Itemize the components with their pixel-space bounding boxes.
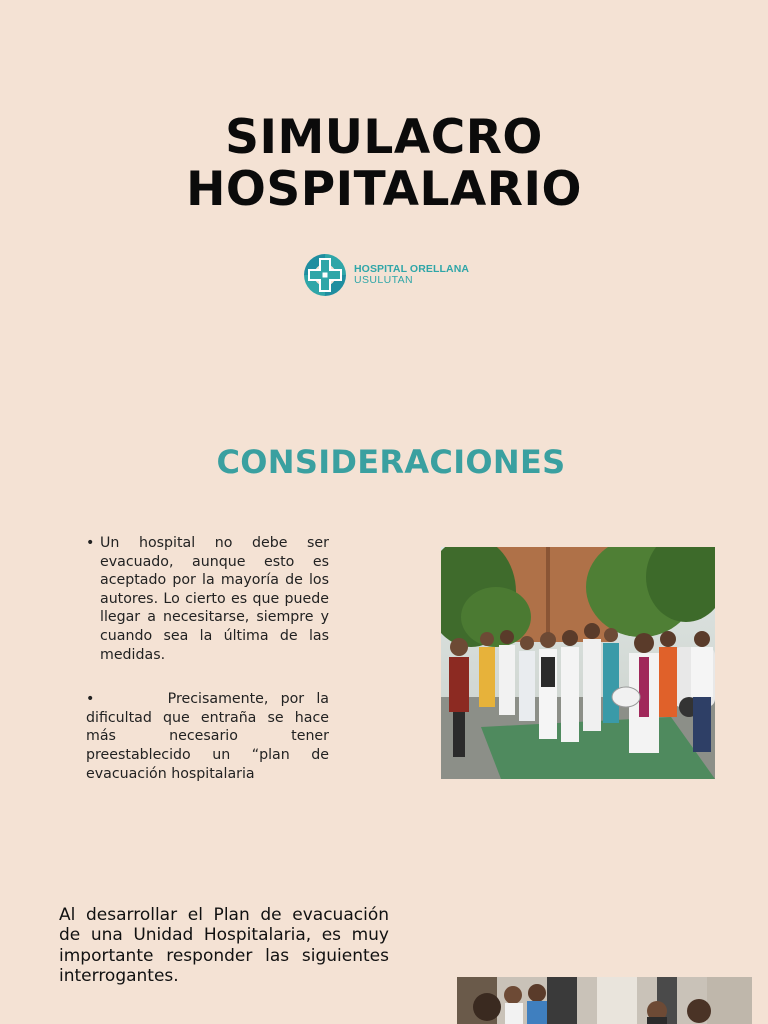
page-title xyxy=(0,112,768,216)
paragraph-text: Al desarrollar el Plan de evacuación de una Unidad Hospitalaria, es muy importante responder las siguientes interrogantes. xyxy=(59,905,389,987)
list-item-text: Un hospital no debe ser evacuado, aunque esto es aceptado por la mayoría de los autores. Lo cierto es que puede llegar a necesitarse, siempre y cuando sea la última de las medidas. xyxy=(100,535,329,663)
title-line-2: HOSPITALARIO xyxy=(186,162,582,217)
logo-text xyxy=(354,264,469,286)
bullet-marker: • xyxy=(86,535,95,551)
logo-city: USULUTAN xyxy=(354,274,414,286)
list-item xyxy=(86,534,329,664)
medical-cross-icon xyxy=(302,252,348,298)
hallway-photo xyxy=(457,977,752,1024)
considerations-list xyxy=(86,534,329,783)
section-heading: CONSIDERACIONES xyxy=(216,443,566,481)
title-line-1: SIMULACRO xyxy=(225,110,543,165)
list-item: • Precisamente, por la dificultad que entraña se hace más necesario tener preestablecido un “plan de evacuación hospitalaria xyxy=(86,691,329,782)
logo-hospital-name: HOSPITAL ORELLANA xyxy=(354,263,470,275)
evacuation-drill-photo xyxy=(441,547,715,779)
hospital-logo xyxy=(302,252,469,298)
